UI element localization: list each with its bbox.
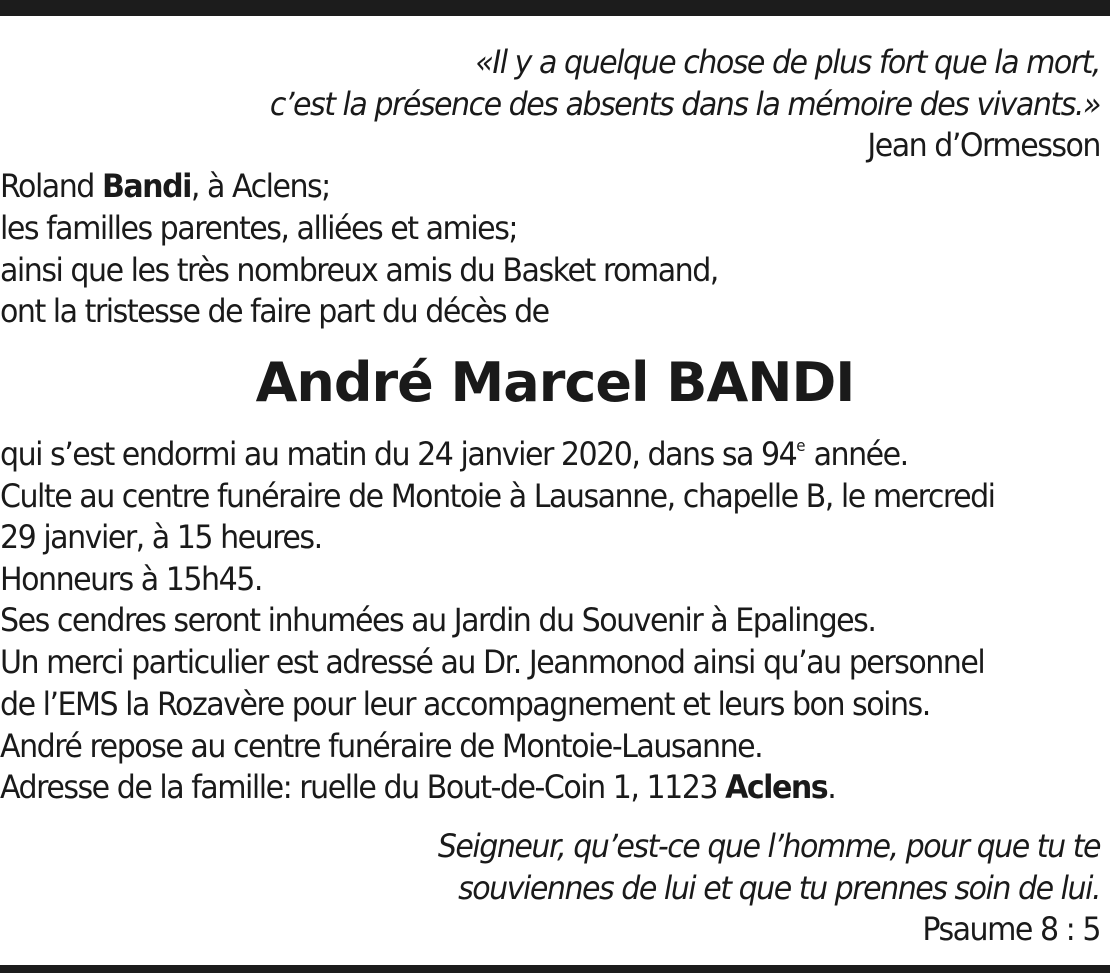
top-border-rule [0,0,1110,16]
body-line-3: 29 janvier, à 15 heures. [0,518,322,556]
body-line-1 [0,434,1043,474]
body-line-7: de l’EMS la Rozavère pour leur accompagnement et leurs bon soins. [0,685,930,723]
epigraph-author: Jean d’Ormesson [867,126,1100,164]
announcer-line-4: ont la tristesse de faire part du décès de [0,292,549,330]
body-line-1-post: année. [805,435,908,473]
body-line-9-post: . [827,768,836,806]
family-town: Aclens [725,768,828,806]
announcer-line-1-pre: Roland [0,167,102,205]
announcer-line-3: ainsi que les très nombreux amis du Basket romand, [0,251,718,289]
bottom-border-rule [0,965,1110,973]
body-line-6: Un merci particulier est adressé au Dr. Jeanmonod ainsi qu’au personnel [0,643,985,681]
announcer-surname: Bandi [101,167,191,205]
body-line-9 [0,767,1043,807]
body-line-9-pre: Adresse de la famille: ruelle du Bout-de-Coin 1, 1123 [0,768,726,806]
closing-verse-reference: Psaume 8 : 5 [922,910,1100,948]
deceased-name: André Marcel BANDI [255,351,855,414]
announcer-line-2: les familles parentes, alliées et amies; [0,209,517,247]
closing-verse-line-2: souviennes de lui et que tu prennes soin de lui. [458,869,1100,907]
body-line-8: André repose au centre funéraire de Montoie-Lausanne. [0,727,763,765]
body-line-1-pre: qui s’est endormi au matin du 24 janvier 2020, dans sa 94 [0,435,797,473]
body-line-5: Ses cendres seront inhumées au Jardin du Souvenir à Epalinges. [0,601,876,639]
epigraph-line-1: «Il y a quelque chose de plus fort que la mort, [475,43,1101,81]
body-line-2: Culte au centre funéraire de Montoie à Lausanne, chapelle B, le mercredi [0,477,995,515]
announcer-line-1 [0,166,1043,206]
body-line-4: Honneurs à 15h45. [0,560,262,598]
closing-verse-line-1: Seigneur, qu’est-ce que l’homme, pour que tu te [437,827,1100,865]
announcer-line-1-post: , à Aclens; [190,167,330,205]
epigraph-line-2: c’est la présence des absents dans la mémoire des vivants.» [269,85,1100,123]
ordinal-suffix: e [796,436,806,455]
